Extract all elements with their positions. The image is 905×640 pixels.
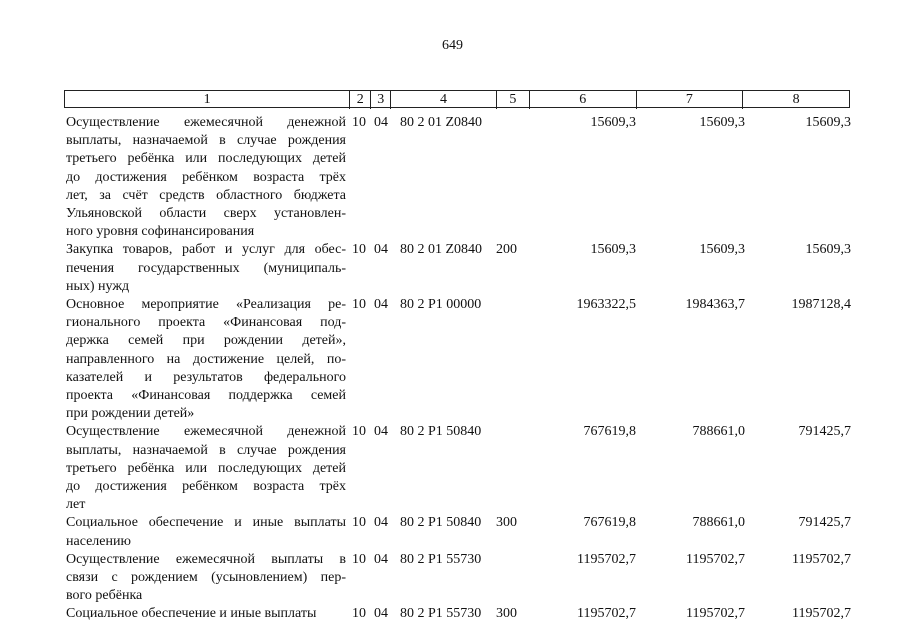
amount-year-2: 1984363,7 — [685, 297, 745, 312]
section-code: 10 — [352, 297, 366, 312]
header-col-2: 2 — [350, 91, 371, 109]
section-code: 10 — [352, 515, 366, 531]
amount-year-3: 15609,3 — [805, 242, 851, 258]
page-number: 649 — [442, 38, 463, 53]
description-line: Социальное обеспечение и иные выплаты — [66, 606, 317, 622]
section-code: 10 — [352, 551, 366, 567]
subsection-code: 04 — [374, 551, 388, 567]
description-line: до достижения ребёнком возраста трёх — [66, 169, 346, 185]
table-row — [0, 114, 905, 241]
header-col-7: 7 — [637, 91, 744, 109]
description-line: гионального проекта «Финансовая под- — [66, 315, 346, 331]
amount-year-2: 788661,0 — [692, 424, 745, 440]
description-line: до достижения ребёнком возраста трёх — [66, 479, 346, 494]
subsection-code: 04 — [374, 115, 388, 130]
amount-year-1: 1963322,5 — [576, 297, 636, 312]
amount-year-2: 1195702,7 — [686, 606, 745, 622]
target-article-code: 80 2 P1 50840 — [400, 424, 482, 440]
description-line: Закупка товаров, работ и услуг для обес- — [66, 242, 346, 258]
description-line: держка семей при рождении детей», — [66, 333, 346, 349]
amount-year-1: 1195702,7 — [577, 551, 636, 567]
subsection-code: 04 — [374, 297, 388, 312]
amount-year-1: 15609,3 — [590, 115, 636, 130]
amount-year-2: 1195702,7 — [686, 551, 745, 567]
description-line: проекта «Финансовая поддержка семей — [66, 388, 346, 404]
header-col-5: 5 — [497, 91, 530, 109]
description-line: лет, за счёт средств областного бюджета — [66, 187, 346, 203]
subsection-code: 04 — [374, 515, 388, 531]
section-code: 10 — [352, 424, 366, 440]
description-line: Основное мероприятие «Реализация ре- — [66, 297, 346, 312]
row-description — [66, 241, 346, 296]
section-code: 10 — [352, 242, 366, 258]
section-code: 10 — [352, 115, 366, 130]
table-row — [0, 514, 905, 550]
description-line: лет — [66, 497, 86, 513]
table-row — [0, 296, 905, 423]
row-description — [66, 423, 346, 514]
amount-year-3: 15609,3 — [805, 115, 851, 130]
description-line: казателей и результатов федерального — [66, 369, 346, 385]
amount-year-1: 1195702,7 — [577, 606, 636, 622]
amount-year-1: 767619,8 — [583, 424, 636, 440]
description-line: Ульяновской области сверх установлен- — [66, 206, 346, 222]
description-line: при рождении детей» — [66, 406, 195, 422]
target-article-code: 80 2 P1 55730 — [400, 606, 482, 622]
amount-year-3: 791425,7 — [798, 515, 851, 531]
target-article-code: 80 2 P1 50840 — [400, 515, 482, 531]
header-col-8: 8 — [792, 92, 800, 107]
expense-type-code: 300 — [496, 515, 517, 531]
description-line: вого ребёнка — [66, 588, 143, 604]
description-line: Социальное обеспечение и иные выплаты — [66, 515, 346, 531]
amount-year-3: 1987128,4 — [791, 297, 851, 312]
subsection-code: 04 — [374, 424, 388, 440]
amount-year-1: 15609,3 — [590, 242, 636, 258]
row-description — [66, 551, 346, 606]
amount-year-3: 791425,7 — [798, 424, 851, 440]
amount-year-3: 1195702,7 — [792, 606, 851, 622]
target-article-code: 80 2 01 Z0840 — [400, 242, 483, 258]
description-line: выплаты, назначаемой в случае рождения — [66, 133, 346, 149]
description-line: Осуществление ежемесячной выплаты в — [66, 551, 346, 567]
description-line: населению — [66, 533, 131, 549]
target-article-code: 80 2 P1 00000 — [400, 297, 482, 312]
description-line: направленного на достижение целей, по- — [66, 351, 346, 367]
row-description — [66, 114, 346, 241]
amount-year-2: 788661,0 — [692, 515, 745, 531]
row-description — [66, 296, 346, 423]
subsection-code: 04 — [374, 242, 388, 258]
header-col-3: 3 — [371, 91, 391, 109]
expense-type-code: 200 — [496, 242, 517, 258]
description-line: третьего ребёнка или последующих детей — [66, 460, 346, 476]
target-article-code: 80 2 01 Z0840 — [400, 115, 483, 130]
description-line: выплаты, назначаемой в случае рождения — [66, 442, 346, 458]
description-line: печения государственных (муниципаль- — [66, 260, 346, 276]
header-col-6: 6 — [530, 91, 637, 109]
table-row — [0, 423, 905, 514]
row-description — [66, 514, 346, 550]
description-line: ных) нужд — [66, 278, 130, 294]
row-description — [66, 605, 346, 623]
description-line: третьего ребёнка или последующих детей — [66, 151, 346, 167]
table-row — [0, 605, 905, 623]
table-header — [64, 90, 850, 108]
description-line: Осуществление ежемесячной денежной — [66, 115, 346, 130]
amount-year-1: 767619,8 — [583, 515, 636, 531]
description-line: Осуществление ежемесячной денежной — [66, 424, 346, 440]
table-row — [0, 551, 905, 606]
header-col-4: 4 — [391, 91, 497, 109]
table-row — [0, 241, 905, 296]
header-col-1: 1 — [65, 91, 350, 109]
amount-year-2: 15609,3 — [699, 115, 745, 130]
target-article-code: 80 2 P1 55730 — [400, 551, 482, 567]
subsection-code: 04 — [374, 606, 388, 622]
section-code: 10 — [352, 606, 366, 622]
description-line: связи с рождением (усыновлением) пер- — [66, 570, 346, 585]
amount-year-3: 1195702,7 — [792, 551, 851, 567]
amount-year-2: 15609,3 — [699, 242, 745, 258]
expense-type-code: 300 — [496, 606, 517, 622]
description-line: ного уровня софинансирования — [66, 224, 255, 240]
